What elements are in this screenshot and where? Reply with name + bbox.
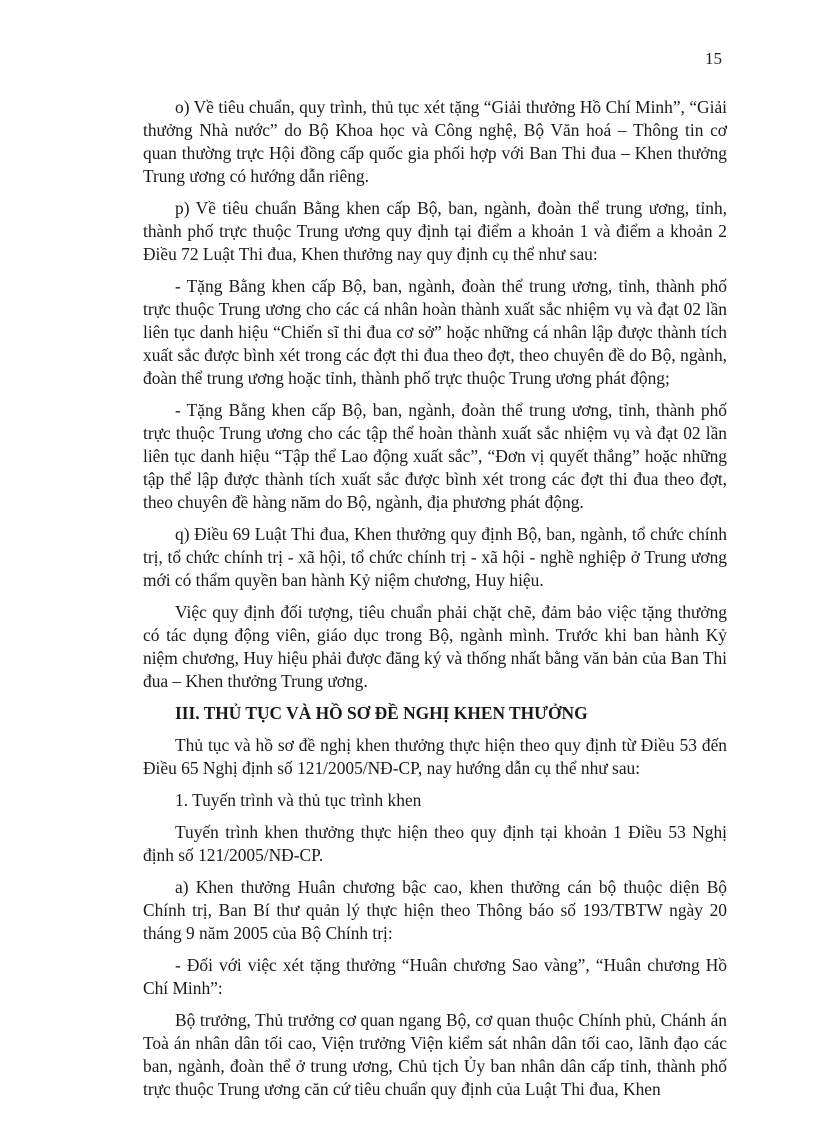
paragraph: Thủ tục và hồ sơ đề nghị khen thưởng thực hiện theo quy định từ Điều 53 đến Điều 65 Nghị định số 121/2005/NĐ-CP, nay hướng dẫn cụ thể như sau: bbox=[143, 735, 727, 778]
paragraph: q) Điều 69 Luật Thi đua, Khen thưởng quy định Bộ, ban, ngành, tổ chức chính trị, tổ chức chính trị - xã hội, tổ chức chính trị - xã hội - nghề nghiệp ở Trung ương mới có thẩm quyền ban hành Kỷ niệm chương, Huy hiệu. bbox=[143, 524, 727, 590]
paragraph: Tuyến trình khen thưởng thực hiện theo quy định tại khoản 1 Điều 53 Nghị định số 121/2005/NĐ-CP. bbox=[143, 822, 727, 865]
section-heading: III. THỦ TỤC VÀ HỒ SƠ ĐỀ NGHỊ KHEN THƯỞNG bbox=[175, 703, 588, 723]
paragraph: 1. Tuyến trình và thủ tục trình khen bbox=[175, 790, 422, 810]
paragraph: - Tặng Bằng khen cấp Bộ, ban, ngành, đoàn thể trung ương, tỉnh, thành phố trực thuộc Trung ương cho các cá nhân hoàn thành xuất sắc nhiệm vụ và đạt 02 lần liên tục danh hiệu “Chiến sĩ thi đua cơ sở” hoặc những cá nhân lập được thành tích xuất sắc được bình xét trong các đợt thi đua theo đợt, theo chuyên đề do Bộ, ngành, đoàn thể trung ương hoặc tỉnh, thành phố trực thuộc Trung ương phát động; bbox=[143, 276, 727, 388]
paragraph: - Tặng Bằng khen cấp Bộ, ban, ngành, đoàn thể trung ương, tỉnh, thành phố trực thuộc Trung ương cho các tập thể hoàn thành xuất sắc nhiệm vụ và đạt 02 lần liên tục danh hiệu “Tập thể Lao động xuất sắc”, “Đơn vị quyết thắng” hoặc những tập thể lập được thành tích xuất sắc được bình xét trong các đợt thi đua theo đợt, theo chuyên đề hàng năm do Bộ, ngành, địa phương phát động. bbox=[143, 400, 727, 512]
paragraph: Việc quy định đối tượng, tiêu chuẩn phải chặt chẽ, đảm bảo việc tặng thưởng có tác dụng động viên, giáo dục trong Bộ, ngành mình. Trước khi ban hành Kỷ niệm chương, Huy hiệu phải được đăng ký và thống nhất bằng văn bản của Ban Thi đua – Khen thưởng Trung ương. bbox=[143, 602, 727, 691]
paragraph: - Đối với việc xét tặng thưởng “Huân chương Sao vàng”, “Huân chương Hồ Chí Minh”: bbox=[143, 955, 727, 998]
paragraph: p) Về tiêu chuẩn Bằng khen cấp Bộ, ban, ngành, đoàn thể trung ương, tỉnh, thành phố trực thuộc Trung ương quy định tại điểm a khoản 1 và điểm a khoản 2 Điều 72 Luật Thi đua, Khen thưởng nay quy định cụ thể như sau: bbox=[143, 198, 727, 264]
paragraph: a) Khen thưởng Huân chương bậc cao, khen thưởng cán bộ thuộc diện Bộ Chính trị, Ban Bí thư quản lý thực hiện theo Thông báo số 193/TBTW ngày 20 tháng 9 năm 2005 của Bộ Chính trị: bbox=[143, 877, 727, 943]
paragraph: Bộ trưởng, Thủ trưởng cơ quan ngang Bộ, cơ quan thuộc Chính phủ, Chánh án Toà án nhân dân tối cao, Viện trưởng Viện kiểm sát nhân dân tối cao, lãnh đạo các ban, ngành, đoàn thể ở trung ương, Chủ tịch Ủy ban nhân dân cấp tỉnh, thành phố trực thuộc Trung ương căn cứ tiêu chuẩn quy định của Luật Thi đua, Khen bbox=[143, 1010, 727, 1099]
document-body bbox=[143, 96, 727, 1110]
page-number: 15 bbox=[705, 49, 722, 68]
paragraph: o) Về tiêu chuẩn, quy trình, thủ tục xét tặng “Giải thưởng Hồ Chí Minh”, “Giải thưởng Nhà nước” do Bộ Khoa học và Công nghệ, Bộ Văn hoá – Thông tin cơ quan thường trực Hội đồng cấp quốc gia phối hợp với Ban Thi đua – Khen thưởng Trung ương có hướng dẫn riêng. bbox=[143, 97, 727, 186]
